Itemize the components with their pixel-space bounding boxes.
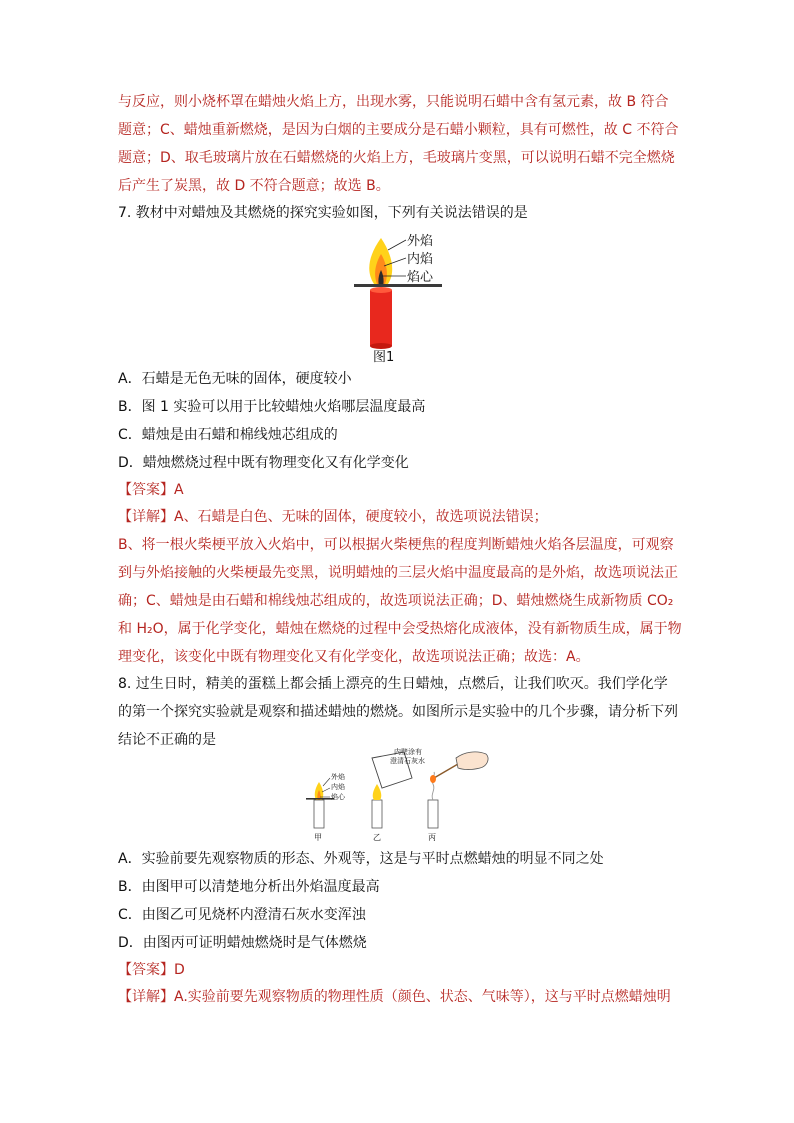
prev-explanation-line: 题意；D、取毛玻璃片放在石蜡燃烧的火焰上方，毛玻璃片变黑，可以说明石蜡不完全燃烧 (118, 150, 675, 166)
q8-option-a: A．实验前要先观察物质的形态、外观等，这是与平时点燃蜡烛的明显不同之处 (118, 851, 604, 867)
q8-stem-line: 8. 过生日时，精美的蛋糕上都会插上漂亮的生日蜡烛，点燃后，让我们吹灭。我们学化学 (118, 676, 668, 692)
q7-explanation-line: 理变化，该变化中既有物理变化又有化学变化，故选项说法正确；故选：A。 (118, 649, 590, 665)
q7-explanation-line: 【详解】A、石蜡是白色、无味的固体，硬度较小，故选项说法错误； (118, 509, 548, 525)
prev-explanation-line: 题意；C、蜡烛重新燃烧，是因为白烟的主要成分是石蜡小颗粒，具有可燃性，故 C 不符合 (118, 122, 679, 138)
q8-label-core: 焰心 (331, 793, 345, 801)
candle-c-body (428, 800, 438, 828)
candle-b-flame (373, 784, 381, 800)
prev-explanation-line: 与反应，则小烧杯罩在蜡烛火焰上方，出现水雾，只能说明石蜡中含有氢元素，故 B 符合 (118, 94, 669, 110)
candle-a-body (314, 800, 324, 828)
caption-yi: 乙 (373, 833, 381, 842)
q7-explanation-line: 和 H₂O，属于化学变化，蜡烛在燃烧的过程中会受热熔化成液体，没有新物质生成，属于物 (118, 621, 682, 637)
q7-explanation-line: B、将一根火柴梗平放入火焰中，可以根据火柴梗焦的程度判断蜡烛火焰各层温度，可观察 (118, 537, 674, 553)
q7-candle-figure (346, 228, 456, 368)
candle-a-matchstick (306, 798, 334, 800)
candle-bottom (370, 343, 392, 349)
q7-explanation-line: 到与外焰接触的火柴梗最先变黑，说明蜡烛的三层火焰中温度最高的是外焰，故选项说法正 (118, 565, 678, 581)
candle-top (370, 287, 392, 293)
figure-caption: 图1 (373, 350, 395, 365)
q7-explanation-line: 确；C、蜡烛是由石蜡和棉线烛芯组成的，故选项说法正确；D、蜡烛燃烧生成新物质 CO₂ (118, 593, 674, 609)
q8-option-c: C．由图乙可见烧杯内澄清石灰水变浑浊 (118, 907, 366, 923)
q8-candle-experiments-figure (300, 748, 500, 848)
q8-label-outer: 外焰 (331, 773, 345, 781)
label-flame-core: 焰心 (407, 270, 434, 285)
match-flame (430, 775, 436, 783)
prev-explanation-line: 后产生了炭黑，故 D 不符合题意；故选 B。 (118, 178, 390, 194)
q8-explanation-line: 【详解】A.实验前要先观察物质的物理性质（颜色、状态、气味等），这与平时点燃蜡烛明 (118, 989, 671, 1005)
beaker-note-1: 内壁涂有 (394, 748, 422, 756)
q8-answer: 【答案】D (118, 962, 185, 978)
q8-option-d: D．由图丙可证明蜡烛燃烧时是气体燃烧 (118, 935, 367, 951)
beaker-note-2: 澄清石灰水 (390, 757, 425, 765)
q8-option-b: B．由图甲可以清楚地分析出外焰温度最高 (118, 879, 380, 895)
burning-match (434, 764, 458, 778)
q8-label-inner: 内焰 (331, 783, 345, 791)
hand-shape (456, 752, 488, 770)
q7-answer: 【答案】A (118, 482, 184, 498)
q7-option-c: C．蜡烛是由石蜡和棉线烛芯组成的 (118, 427, 338, 443)
q7-stem: 7. 教材中对蜡烛及其燃烧的探究实验如图，下列有关说法错误的是 (118, 205, 528, 221)
candle-body (370, 290, 392, 346)
q7-option-d: D．蜡烛燃烧过程中既有物理变化又有化学变化 (118, 455, 409, 471)
q7-option-a: A．石蜡是无色无味的固体，硬度较小 (118, 371, 352, 387)
label-outer-flame: 外焰 (407, 234, 434, 249)
q8-stem-line: 结论不正确的是 (118, 732, 216, 748)
candle-b-body (372, 800, 382, 828)
q8-stem-line: 的第一个探究实验就是观察和描述蜡烛的燃烧。如图所示是实验中的几个步骤，请分析下列 (118, 704, 678, 720)
caption-bing: 丙 (428, 833, 436, 842)
q7-option-b: B．图 1 实验可以用于比较蜡烛火焰哪层温度最高 (118, 399, 426, 415)
caption-jia: 甲 (314, 833, 322, 842)
label-inner-flame: 内焰 (407, 252, 434, 267)
